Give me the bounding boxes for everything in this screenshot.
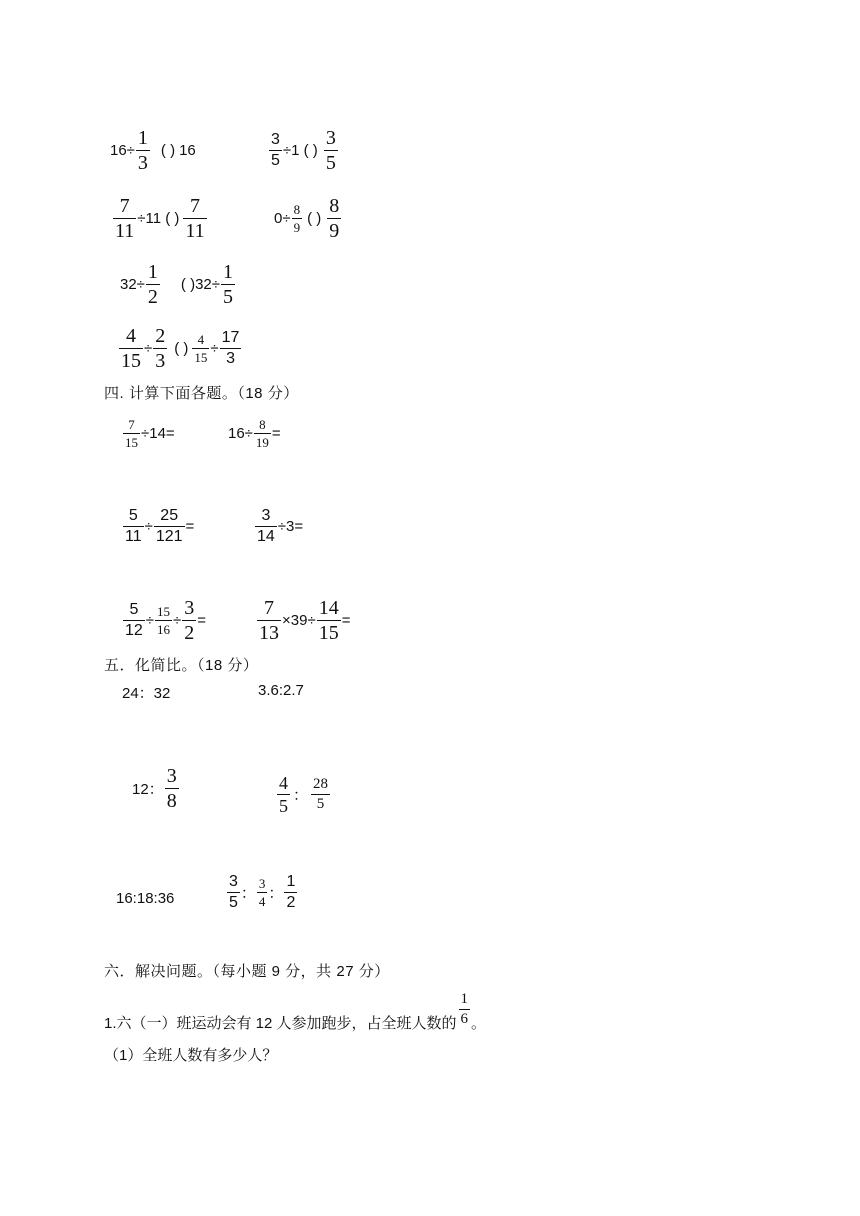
fraction: $\frac{7}{11}$ xyxy=(185,195,205,242)
expr-text: 16÷ xyxy=(110,142,135,159)
expr-text: ÷1 ( ) xyxy=(282,142,318,159)
fraction: $\frac{5}{11}$ xyxy=(125,507,142,545)
compare-row-1 xyxy=(110,128,196,173)
fraction: $\frac{4}{15}$ xyxy=(194,332,208,365)
compare-row-1b xyxy=(268,128,339,173)
expr-text: 0÷ xyxy=(274,210,291,227)
expr-text: = xyxy=(197,612,207,629)
calc-q4 xyxy=(254,508,303,545)
expr-text: ： xyxy=(240,885,256,902)
fraction: $\frac{1}{6}$ xyxy=(460,991,469,1027)
expr-text: ： xyxy=(293,787,309,804)
expr-text: ÷11 ( ) xyxy=(137,210,180,227)
expr-text: ÷ xyxy=(145,612,155,629)
calc-q6 xyxy=(256,598,350,643)
ratio-q3 xyxy=(132,766,180,811)
fraction: $\frac{14}{15}$ xyxy=(318,597,339,644)
fraction: $\frac{3}{4}$ xyxy=(258,876,266,909)
problem-1 xyxy=(104,986,486,1033)
expr-text: ÷ xyxy=(144,340,153,357)
expr-text: = xyxy=(341,612,351,629)
expr-text: ： xyxy=(268,885,284,902)
expr-text: ÷ xyxy=(144,518,153,535)
section-4-heading: 四. 计算下面各题。（18 分） xyxy=(104,385,299,402)
fraction: $\frac{7}{13}$ xyxy=(259,597,279,644)
fraction: $\frac{17}{3}$ xyxy=(221,329,240,367)
fraction: $\frac{1}{2}$ xyxy=(147,261,158,308)
calc-q1 xyxy=(122,418,175,449)
expr-text: ÷ xyxy=(210,340,219,357)
expr-text: ×39÷ xyxy=(282,612,316,629)
fraction: $\frac{25}{121}$ xyxy=(155,507,183,545)
answer-blank[interactable]: ( ) xyxy=(160,142,176,159)
fraction: $\frac{3}{5}$ xyxy=(271,131,280,169)
fraction: $\frac{1}{3}$ xyxy=(137,127,148,174)
problem-1-question-1: （1）全班人数有多少人？ xyxy=(104,1047,278,1064)
expr-text: 16 xyxy=(179,142,196,159)
fraction: $\frac{3}{5}$ xyxy=(325,127,336,174)
fraction: $\frac{8}{9}$ xyxy=(293,202,301,235)
calc-q2 xyxy=(228,418,281,449)
ratio-q4 xyxy=(276,774,331,815)
expr-text: ÷14= xyxy=(141,425,175,442)
expr-text: = xyxy=(271,425,281,442)
fraction: $\frac{4}{5}$ xyxy=(279,773,288,816)
fraction: $\frac{8}{19}$ xyxy=(255,417,269,450)
fraction: $\frac{5}{12}$ xyxy=(125,601,143,639)
fraction: $\frac{7}{11}$ xyxy=(115,195,135,242)
expr-text: = xyxy=(185,518,195,535)
answer-blank[interactable]: ( ) xyxy=(180,276,196,293)
fraction: $\frac{3}{5}$ xyxy=(229,873,238,911)
fraction: $\frac{3}{2}$ xyxy=(184,597,195,644)
section-6-heading: 六．解决问题。（每小题 9 分，共 27 分） xyxy=(104,963,390,980)
fraction: $\frac{3}{14}$ xyxy=(257,507,275,545)
expr-text: ÷ xyxy=(173,612,182,629)
expr-text: 32÷ xyxy=(120,276,145,293)
ratio-q1: 24：32 xyxy=(122,685,171,702)
problem-text: 1.六（一）班运动会有 12 人参加跑步，占全班人数的 xyxy=(104,1015,457,1032)
calc-q3 xyxy=(122,508,194,545)
compare-row-3 xyxy=(120,262,236,307)
compare-row-4 xyxy=(118,326,242,371)
ratio-q6 xyxy=(226,874,298,911)
fraction: $\frac{4}{15}$ xyxy=(121,325,141,372)
ratio-q2: 3.6:2.7 xyxy=(258,682,304,699)
fraction: $\frac{7}{15}$ xyxy=(125,417,138,450)
compare-row-2b xyxy=(274,196,342,241)
fraction: $\frac{1}{5}$ xyxy=(223,261,234,308)
fraction: $\frac{28}{5}$ xyxy=(313,776,329,812)
fraction: $\frac{1}{2}$ xyxy=(286,873,296,911)
fraction: $\frac{8}{9}$ xyxy=(329,195,340,242)
fraction: $\frac{15}{16}$ xyxy=(157,604,171,637)
expr-text: 12： xyxy=(132,781,164,798)
expr-text: 32÷ xyxy=(195,276,221,293)
compare-row-2 xyxy=(112,196,208,241)
expr-text: 。 xyxy=(471,1015,487,1032)
calc-q5 xyxy=(122,598,206,643)
ratio-q5: 16:18:36 xyxy=(116,890,175,907)
fraction: $\frac{3}{8}$ xyxy=(166,765,177,812)
answer-blank[interactable]: ( ) xyxy=(307,210,322,227)
section-5-heading: 五．化简比。（18 分） xyxy=(104,657,259,674)
answer-blank[interactable]: ( ) xyxy=(174,340,189,357)
expr-text: 16÷ xyxy=(228,425,253,442)
fraction: $\frac{2}{3}$ xyxy=(155,325,166,372)
expr-text: ÷3= xyxy=(277,518,304,535)
